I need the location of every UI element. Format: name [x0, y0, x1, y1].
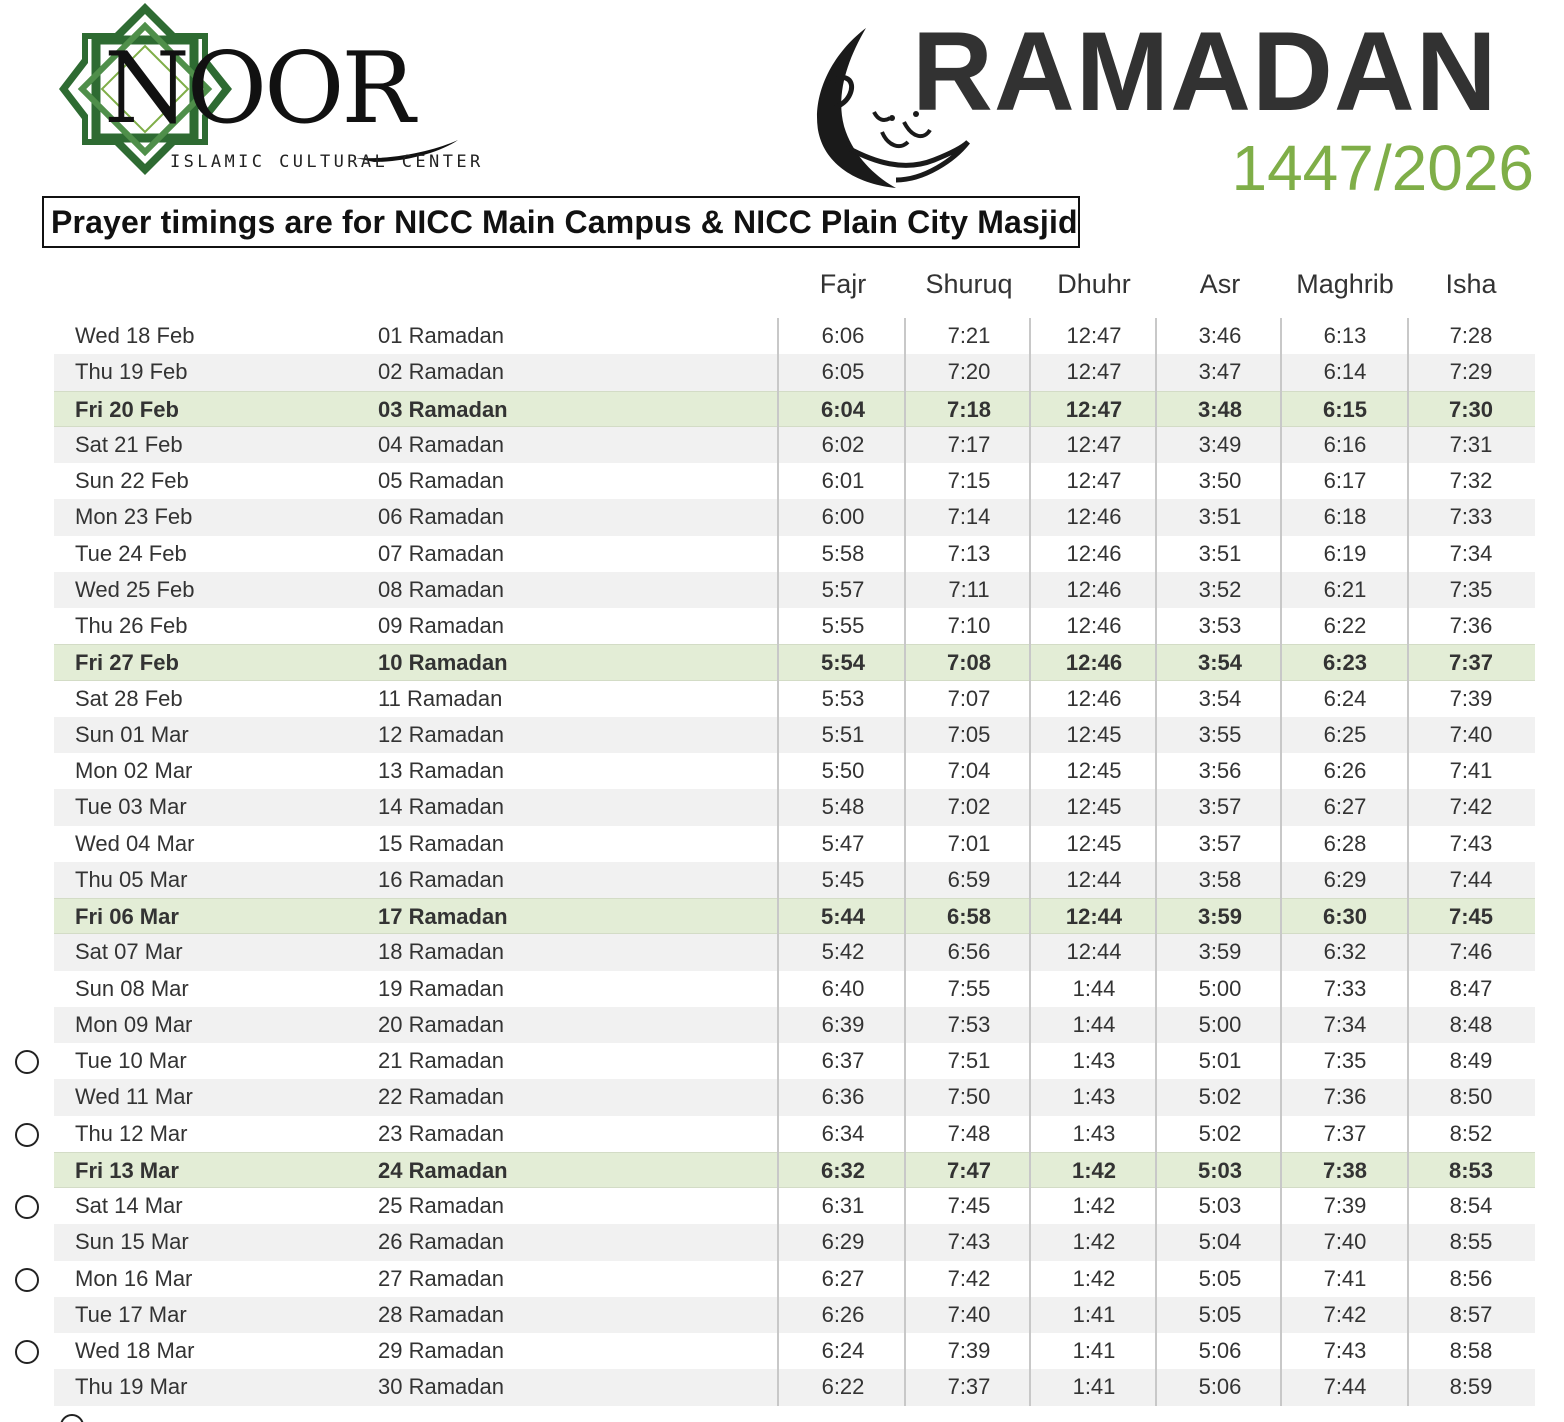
maghrib-time: 6:25: [1323, 721, 1367, 747]
hijri-date: 16 Ramadan: [378, 866, 504, 892]
gregorian-date: Sun 01 Mar: [75, 721, 189, 747]
table-row: [54, 1188, 1535, 1224]
odd-night-marker-icon: [15, 1123, 39, 1147]
dhuhr-time: 12:47: [1066, 323, 1122, 348]
gregorian-date: Thu 05 Mar: [75, 866, 188, 892]
isha-time: 7:46: [1449, 939, 1493, 965]
asr-time: 5:00: [1198, 1011, 1242, 1037]
year-label: 1447/2026: [1231, 132, 1534, 204]
fajr-time: 5:54: [820, 650, 866, 676]
column-header-fajr: Fajr: [819, 269, 867, 299]
isha-time: 7:29: [1449, 359, 1493, 385]
table-row: [54, 862, 1535, 898]
hijri-date: 02 Ramadan: [378, 359, 504, 385]
dhuhr-time: 12:47: [1066, 431, 1122, 457]
isha-time: 7:37: [1448, 650, 1494, 676]
fajr-time: 5:42: [821, 939, 865, 965]
hijri-date: 22 Ramadan: [378, 1084, 504, 1110]
shuruq-time: 7:51: [947, 1048, 991, 1073]
asr-time: 5:05: [1198, 1301, 1242, 1327]
isha-time: 7:32: [1449, 468, 1493, 493]
shuruq-time: 7:20: [947, 359, 991, 385]
asr-time: 5:01: [1198, 1048, 1242, 1073]
hijri-date: 26 Ramadan: [378, 1229, 504, 1255]
column-divider: [1155, 318, 1157, 1406]
gregorian-date: Thu 19 Mar: [75, 1374, 188, 1400]
gregorian-date: Thu 19 Feb: [75, 359, 188, 385]
fajr-time: 6:29: [821, 1229, 865, 1255]
shuruq-time: 7:21: [947, 323, 991, 348]
fajr-time: 6:24: [821, 1338, 865, 1363]
fajr-time: 5:51: [821, 721, 865, 747]
asr-time: 3:52: [1198, 576, 1242, 602]
hijri-date: 11 Ramadan: [378, 685, 503, 711]
table-row: [54, 1152, 1535, 1188]
table-row: [54, 753, 1535, 789]
table-row: [54, 1224, 1535, 1260]
hijri-date: 06 Ramadan: [378, 504, 504, 530]
hijri-date: 30 Ramadan: [378, 1374, 504, 1400]
isha-time: 7:34: [1449, 540, 1493, 566]
isha-time: 8:59: [1449, 1374, 1493, 1400]
dhuhr-time: 12:45: [1066, 830, 1122, 856]
odd-night-marker-icon: [15, 1340, 39, 1364]
dhuhr-time: 12:46: [1066, 504, 1122, 530]
maghrib-time: 6:32: [1323, 939, 1367, 965]
page-title: RAMADAN: [912, 9, 1498, 134]
asr-time: 3:48: [1197, 396, 1243, 422]
hijri-date: 12 Ramadan: [378, 721, 504, 747]
dhuhr-time: 1:41: [1072, 1338, 1116, 1363]
hijri-date: 18 Ramadan: [378, 939, 504, 965]
hijri-date: 09 Ramadan: [378, 613, 504, 638]
table-row: [54, 681, 1535, 717]
fajr-time: 5:48: [821, 794, 865, 820]
maghrib-time: 7:36: [1323, 1084, 1367, 1110]
dhuhr-time: 12:46: [1066, 540, 1122, 566]
hijri-date: 24 Ramadan: [378, 1157, 508, 1183]
asr-time: 3:59: [1198, 939, 1242, 965]
hijri-date: 19 Ramadan: [378, 975, 504, 1001]
dhuhr-time: 1:42: [1072, 1265, 1116, 1291]
maghrib-time: 6:24: [1323, 685, 1367, 711]
isha-time: 8:47: [1449, 975, 1493, 1001]
dhuhr-time: 12:44: [1065, 904, 1123, 929]
table-row: [54, 391, 1535, 427]
table-row: [54, 1297, 1535, 1333]
isha-time: 7:43: [1449, 830, 1493, 856]
fajr-time: 6:34: [821, 1120, 865, 1146]
maghrib-time: 6:13: [1323, 323, 1367, 348]
shuruq-time: 7:05: [947, 721, 991, 747]
column-divider: [904, 318, 906, 1406]
fajr-time: 5:57: [821, 576, 865, 602]
maghrib-time: 7:40: [1323, 1229, 1367, 1255]
maghrib-time: 6:23: [1322, 650, 1368, 676]
dhuhr-time: 1:44: [1072, 975, 1116, 1001]
isha-time: 8:56: [1449, 1265, 1493, 1291]
isha-time: 8:52: [1449, 1120, 1493, 1146]
dhuhr-time: 12:44: [1066, 866, 1122, 892]
isha-time: 7:41: [1449, 758, 1493, 783]
dhuhr-time: 1:43: [1072, 1120, 1116, 1146]
shuruq-time: 7:17: [947, 431, 991, 457]
table-row: [54, 1369, 1535, 1405]
fajr-time: 6:22: [821, 1374, 865, 1400]
dhuhr-time: 1:42: [1072, 1229, 1116, 1255]
shuruq-time: 7:40: [947, 1301, 991, 1327]
gregorian-date: Wed 11 Mar: [75, 1084, 193, 1110]
notice-banner: Prayer timings are for NICC Main Campus & NICC Plain City Masjid: [42, 196, 1080, 248]
gregorian-date: Sat 28 Feb: [75, 685, 183, 711]
asr-time: 3:55: [1198, 721, 1242, 747]
dhuhr-time: 12:45: [1066, 794, 1122, 820]
shuruq-time: 7:14: [947, 504, 991, 530]
maghrib-time: 6:18: [1323, 504, 1367, 530]
maghrib-time: 7:39: [1323, 1193, 1367, 1218]
odd-night-marker-icon: [15, 1050, 39, 1074]
table-row: [54, 1333, 1535, 1369]
shuruq-time: 7:37: [947, 1374, 991, 1400]
dhuhr-time: 1:42: [1071, 1157, 1117, 1183]
isha-time: 7:35: [1449, 576, 1493, 602]
table-row: [54, 463, 1535, 499]
asr-time: 3:54: [1197, 650, 1243, 676]
dhuhr-time: 12:46: [1066, 576, 1122, 602]
gregorian-date: Sun 15 Mar: [75, 1229, 189, 1255]
maghrib-time: 6:19: [1323, 540, 1367, 566]
hijri-date: 10 Ramadan: [378, 650, 508, 676]
fajr-time: 6:27: [821, 1265, 865, 1291]
gregorian-date: Sat 14 Mar: [75, 1193, 183, 1218]
table-row: [54, 354, 1535, 390]
asr-time: 3:51: [1198, 504, 1242, 530]
shuruq-time: 7:10: [947, 613, 991, 638]
isha-time: 7:42: [1449, 794, 1493, 820]
dhuhr-time: 1:43: [1072, 1084, 1116, 1110]
isha-time: 7:30: [1448, 396, 1494, 422]
fajr-time: 6:39: [821, 1011, 865, 1037]
asr-time: 3:54: [1198, 685, 1242, 711]
maghrib-time: 6:27: [1323, 794, 1367, 820]
gregorian-date: Fri 27 Feb: [75, 650, 179, 676]
gregorian-date: Mon 16 Mar: [75, 1265, 193, 1291]
asr-time: 5:04: [1198, 1229, 1242, 1255]
shuruq-time: 6:59: [947, 866, 991, 892]
odd-night-marker-icon: [15, 1268, 39, 1292]
maghrib-time: 6:16: [1323, 431, 1367, 457]
odd-night-marker-icon: [60, 1414, 84, 1422]
isha-time: 8:53: [1448, 1157, 1494, 1183]
isha-time: 8:54: [1449, 1193, 1493, 1218]
fajr-time: 6:05: [821, 359, 865, 385]
fajr-time: 6:37: [821, 1048, 865, 1073]
fajr-time: 6:06: [821, 323, 865, 348]
fajr-time: 6:01: [821, 468, 865, 493]
hijri-date: 07 Ramadan: [378, 540, 504, 566]
isha-time: 7:44: [1449, 866, 1493, 892]
logo-wordmark: NOOR: [104, 32, 413, 146]
maghrib-time: 6:17: [1323, 468, 1367, 493]
asr-time: 3:51: [1198, 540, 1242, 566]
shuruq-time: 7:39: [947, 1338, 991, 1363]
gregorian-date: Wed 04 Mar: [75, 830, 195, 856]
shuruq-time: 7:50: [947, 1084, 991, 1110]
asr-time: 3:58: [1198, 866, 1242, 892]
shuruq-time: 7:13: [947, 540, 991, 566]
column-header-isha: Isha: [1445, 269, 1497, 299]
gregorian-date: Wed 18 Mar: [75, 1338, 195, 1363]
gregorian-date: Thu 12 Mar: [75, 1120, 188, 1146]
column-headers: [0, 264, 1564, 304]
maghrib-time: 6:15: [1322, 396, 1368, 422]
asr-time: 5:02: [1198, 1120, 1242, 1146]
gregorian-date: Tue 17 Mar: [75, 1301, 187, 1327]
dhuhr-time: 12:47: [1065, 396, 1123, 422]
table-row: [54, 1079, 1535, 1115]
hijri-date: 15 Ramadan: [378, 830, 504, 856]
dhuhr-time: 12:44: [1066, 939, 1122, 965]
maghrib-time: 6:22: [1323, 613, 1367, 638]
shuruq-time: 7:04: [947, 758, 991, 783]
isha-time: 7:36: [1449, 613, 1493, 638]
column-divider: [1280, 318, 1282, 1406]
dhuhr-time: 12:45: [1066, 758, 1122, 783]
table-row: [54, 572, 1535, 608]
hijri-date: 20 Ramadan: [378, 1011, 504, 1037]
table-row: [54, 1007, 1535, 1043]
asr-time: 3:50: [1198, 468, 1242, 493]
gregorian-date: Mon 02 Mar: [75, 758, 193, 783]
fajr-time: 6:26: [821, 1301, 865, 1327]
gregorian-date: Sun 08 Mar: [75, 975, 189, 1001]
asr-time: 5:03: [1197, 1157, 1243, 1183]
shuruq-time: 7:01: [947, 830, 991, 856]
fajr-time: 5:55: [821, 613, 865, 638]
shuruq-time: 7:55: [947, 975, 991, 1001]
gregorian-date: Fri 13 Mar: [75, 1157, 179, 1183]
gregorian-date: Fri 06 Mar: [75, 904, 179, 929]
asr-time: 3:46: [1198, 323, 1242, 348]
shuruq-time: 7:47: [946, 1157, 992, 1183]
table-row: [54, 499, 1535, 535]
maghrib-time: 7:37: [1323, 1120, 1367, 1146]
gregorian-date: Thu 26 Feb: [75, 613, 188, 638]
column-header-dhuhr: Dhuhr: [1057, 269, 1131, 299]
column-header-shuruq: Shuruq: [925, 269, 1013, 299]
shuruq-time: 7:48: [947, 1120, 991, 1146]
hijri-date: 03 Ramadan: [378, 396, 508, 422]
hijri-date: 29 Ramadan: [378, 1338, 504, 1363]
isha-time: 8:55: [1449, 1229, 1493, 1255]
maghrib-time: 6:29: [1323, 866, 1367, 892]
gregorian-date: Fri 20 Feb: [75, 396, 179, 422]
shuruq-time: 6:58: [946, 904, 992, 929]
table-row: [54, 427, 1535, 463]
dhuhr-time: 1:44: [1072, 1011, 1116, 1037]
fajr-time: 5:50: [821, 758, 865, 783]
table-row: [54, 1261, 1535, 1297]
fajr-time: 5:47: [821, 830, 865, 856]
maghrib-time: 7:42: [1323, 1301, 1367, 1327]
fajr-time: 5:45: [821, 866, 865, 892]
isha-time: 8:57: [1449, 1301, 1493, 1327]
fajr-time: 6:00: [821, 504, 865, 530]
asr-time: 3:57: [1198, 830, 1242, 856]
gregorian-date: Sat 21 Feb: [75, 431, 183, 457]
hijri-date: 25 Ramadan: [378, 1193, 504, 1218]
dhuhr-time: 1:41: [1072, 1374, 1116, 1400]
hijri-date: 04 Ramadan: [378, 431, 504, 457]
asr-time: 3:57: [1198, 794, 1242, 820]
dhuhr-time: 12:45: [1066, 721, 1122, 747]
maghrib-time: 6:28: [1323, 830, 1367, 856]
table-row: [54, 1116, 1535, 1152]
fajr-time: 6:04: [820, 396, 866, 422]
dhuhr-time: 1:42: [1072, 1193, 1116, 1218]
prayer-timetable: [54, 318, 1535, 1406]
hijri-date: 23 Ramadan: [378, 1120, 504, 1146]
fajr-time: 6:32: [820, 1157, 866, 1183]
isha-time: 8:50: [1449, 1084, 1493, 1110]
maghrib-time: 6:14: [1323, 359, 1367, 385]
table-row: [54, 789, 1535, 825]
asr-time: 5:06: [1198, 1338, 1242, 1363]
asr-time: 3:49: [1198, 431, 1242, 457]
maghrib-time: 7:43: [1323, 1338, 1367, 1363]
table-row: [54, 608, 1535, 644]
maghrib-time: 7:33: [1323, 975, 1367, 1001]
table-row: [54, 826, 1535, 862]
hijri-date: 28 Ramadan: [378, 1301, 504, 1327]
table-row: [54, 971, 1535, 1007]
asr-time: 3:56: [1198, 758, 1242, 783]
asr-time: 5:02: [1198, 1084, 1242, 1110]
gregorian-date: Tue 10 Mar: [75, 1048, 187, 1073]
dhuhr-time: 12:47: [1066, 468, 1122, 493]
shuruq-time: 7:43: [947, 1229, 991, 1255]
odd-night-marker-icon: [15, 1195, 39, 1219]
isha-time: 8:49: [1449, 1048, 1493, 1073]
hijri-date: 01 Ramadan: [378, 323, 504, 348]
maghrib-time: 6:30: [1322, 904, 1368, 929]
dhuhr-time: 12:46: [1066, 685, 1122, 711]
shuruq-time: 6:56: [947, 939, 991, 965]
shuruq-time: 7:02: [947, 794, 991, 820]
noor-logo: [56, 0, 484, 182]
shuruq-time: 7:18: [946, 396, 992, 422]
logo-subtitle: ISLAMIC CULTURAL CENTER: [170, 152, 484, 172]
table-row: [54, 644, 1535, 680]
shuruq-time: 7:42: [947, 1265, 991, 1291]
column-divider: [777, 318, 779, 1406]
hijri-date: 05 Ramadan: [378, 468, 504, 493]
maghrib-time: 6:21: [1323, 576, 1367, 602]
dhuhr-time: 12:46: [1065, 650, 1123, 676]
isha-time: 7:31: [1449, 431, 1493, 457]
gregorian-date: Mon 23 Feb: [75, 504, 193, 530]
gregorian-date: Tue 24 Feb: [75, 540, 187, 566]
shuruq-time: 7:15: [947, 468, 991, 493]
asr-time: 3:47: [1198, 359, 1242, 385]
isha-time: 7:45: [1448, 904, 1494, 929]
asr-time: 3:53: [1198, 613, 1242, 638]
isha-time: 7:39: [1449, 685, 1493, 711]
gregorian-date: Wed 25 Feb: [75, 576, 195, 602]
fajr-time: 5:44: [820, 904, 866, 929]
dhuhr-time: 1:43: [1072, 1048, 1116, 1073]
maghrib-time: 7:38: [1322, 1157, 1368, 1183]
hijri-date: 21 Ramadan: [378, 1048, 504, 1073]
table-row: [54, 1043, 1535, 1079]
maghrib-time: 7:34: [1323, 1011, 1367, 1037]
gregorian-date: Sat 07 Mar: [75, 939, 183, 965]
table-row: [54, 717, 1535, 753]
fajr-time: 6:40: [821, 975, 865, 1001]
dhuhr-time: 12:46: [1066, 613, 1122, 638]
fajr-time: 5:53: [821, 685, 865, 711]
gregorian-date: Sun 22 Feb: [75, 468, 189, 493]
asr-time: 5:00: [1198, 975, 1242, 1001]
maghrib-time: 7:35: [1323, 1048, 1367, 1073]
fajr-time: 6:36: [821, 1084, 865, 1110]
hijri-date: 08 Ramadan: [378, 576, 504, 602]
fajr-time: 6:31: [821, 1193, 865, 1218]
table-row: [54, 318, 1535, 354]
asr-time: 5:06: [1198, 1374, 1242, 1400]
isha-time: 7:28: [1449, 323, 1493, 348]
gregorian-date: Wed 18 Feb: [75, 323, 195, 348]
table-row: [54, 934, 1535, 970]
fajr-time: 5:58: [821, 540, 865, 566]
maghrib-time: 7:41: [1323, 1265, 1367, 1291]
maghrib-time: 6:26: [1323, 758, 1367, 783]
column-divider: [1407, 318, 1409, 1406]
hijri-date: 13 Ramadan: [378, 758, 504, 783]
shuruq-time: 7:11: [948, 576, 990, 602]
hijri-date: 27 Ramadan: [378, 1265, 504, 1291]
dhuhr-time: 1:41: [1072, 1301, 1116, 1327]
gregorian-date: Tue 03 Mar: [75, 794, 187, 820]
column-divider: [1029, 318, 1031, 1406]
hijri-date: 17 Ramadan: [378, 904, 508, 929]
asr-time: 5:03: [1198, 1193, 1242, 1218]
table-row: [54, 536, 1535, 572]
isha-time: 7:40: [1449, 721, 1493, 747]
gregorian-date: Mon 09 Mar: [75, 1011, 193, 1037]
shuruq-time: 7:07: [947, 685, 991, 711]
isha-time: 8:48: [1449, 1011, 1493, 1037]
maghrib-time: 7:44: [1323, 1374, 1367, 1400]
shuruq-time: 7:45: [947, 1193, 991, 1218]
asr-time: 3:59: [1197, 904, 1243, 929]
dhuhr-time: 12:47: [1066, 359, 1122, 385]
column-header-asr: Asr: [1199, 269, 1241, 299]
shuruq-time: 7:53: [947, 1011, 991, 1037]
hijri-date: 14 Ramadan: [378, 794, 504, 820]
asr-time: 5:05: [1198, 1265, 1242, 1291]
shuruq-time: 7:08: [946, 650, 992, 676]
fajr-time: 6:02: [821, 431, 865, 457]
table-row: [54, 898, 1535, 934]
column-header-maghrib: Maghrib: [1296, 269, 1394, 299]
isha-time: 7:33: [1449, 504, 1493, 530]
isha-time: 8:58: [1449, 1338, 1493, 1363]
